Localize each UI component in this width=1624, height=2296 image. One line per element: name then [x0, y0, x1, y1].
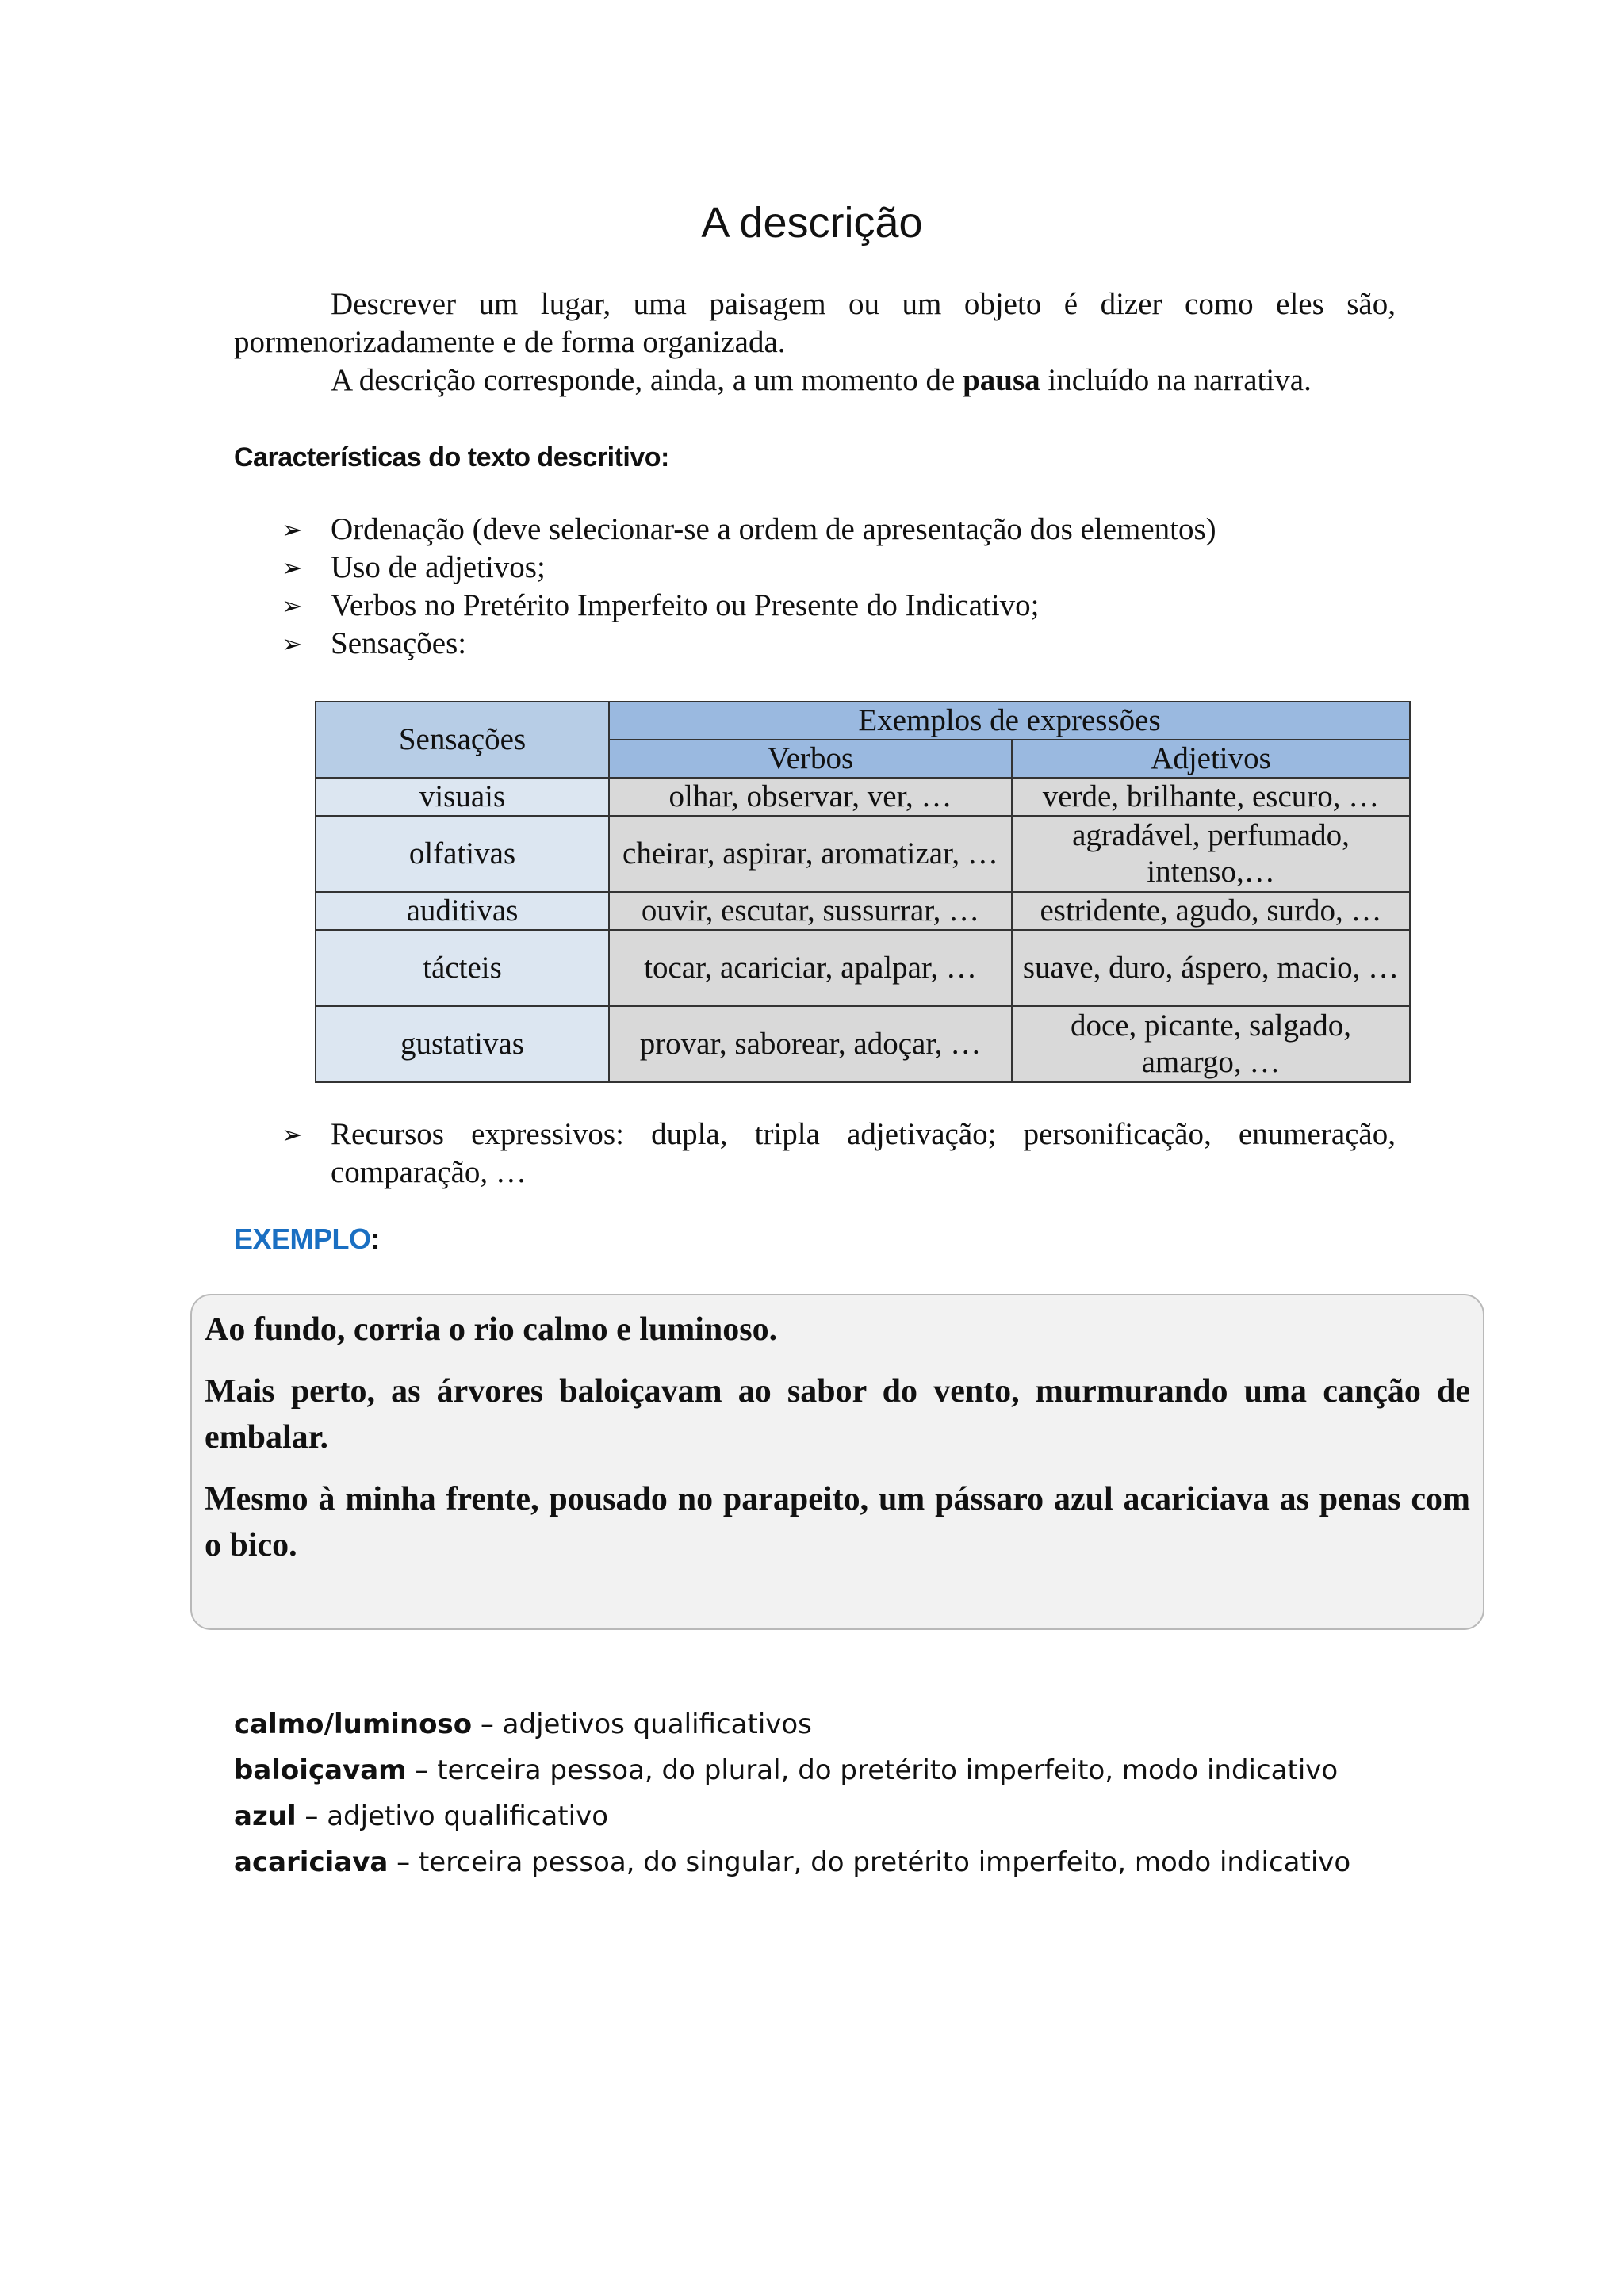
example-paragraph: Mais perto, as árvores baloiçavam ao sabor do vento, murmurando uma canção de embalar.	[205, 1373, 1470, 1456]
characteristics-list	[282, 511, 1396, 663]
table-row	[316, 816, 1410, 892]
row-label: visuais	[316, 778, 609, 816]
column-header-sensacoes: Sensações	[316, 702, 609, 778]
example-paragraph: Ao fundo, corria o rio calmo e luminoso.	[205, 1311, 778, 1348]
row-label: olfativas	[316, 816, 609, 892]
arrow-bullet-icon: ➢	[282, 591, 303, 621]
analysis-term: azul	[234, 1800, 297, 1832]
arrow-bullet-icon: ➢	[282, 1119, 303, 1150]
table-cell-verbos: olhar, observar, ver, …	[609, 778, 1012, 816]
analysis-term: calmo/luminoso	[234, 1709, 473, 1740]
table-cell-adjetivos: suave, duro, áspero, macio, …	[1012, 930, 1410, 1006]
column-header-group: Exemplos de expressões	[609, 702, 1410, 740]
list-item-text: Uso de adjetivos;	[331, 550, 546, 584]
row-label: auditivas	[316, 892, 609, 930]
table-cell-adjetivos: verde, brilhante, escuro, …	[1012, 778, 1410, 816]
table-header-row	[316, 702, 1410, 740]
table-cell-verbos: tocar, acariciar, apalpar, …	[609, 930, 1012, 1006]
table-cell-adjetivos: estridente, agudo, surdo, …	[1012, 892, 1410, 930]
analysis-item	[234, 1839, 1350, 1885]
example-heading-colon: :	[370, 1223, 381, 1255]
intro-paragraph-1: Descrever um lugar, uma paisagem ou um objeto é dizer como eles são, pormenorizadamente e de forma organizada.	[234, 287, 1396, 359]
example-heading-label: EXEMPLO	[234, 1223, 371, 1255]
analysis-description: – adjetivos qualificativos	[472, 1709, 812, 1740]
analysis-term: acariciava	[234, 1846, 389, 1878]
table-cell-adjetivos: agradável, perfumado, intenso,…	[1012, 816, 1410, 892]
row-label: gustativas	[316, 1006, 609, 1082]
intro-paragraph-2-end: incluído na narrativa.	[1040, 363, 1312, 397]
intro-text	[234, 285, 1396, 400]
analysis-description: – terceira pessoa, do singular, do pretérito imperfeito, modo indicativo	[388, 1846, 1351, 1878]
list-item	[282, 587, 1396, 625]
analysis-term: baloiçavam	[234, 1755, 407, 1786]
table-row	[316, 778, 1410, 816]
column-header-verbos: Verbos	[609, 740, 1012, 778]
sensations-table	[315, 701, 1411, 1083]
table-row	[316, 892, 1410, 930]
arrow-bullet-icon: ➢	[282, 515, 303, 545]
analysis-description: – adjetivo qualificativo	[296, 1800, 609, 1832]
list-item	[282, 625, 1396, 663]
table-cell-adjetivos: doce, picante, salgado, amargo, …	[1012, 1006, 1410, 1082]
analysis-item	[234, 1747, 1350, 1793]
analysis-list	[234, 1701, 1350, 1885]
row-label: tácteis	[316, 930, 609, 1006]
characteristics-heading: Características do texto descritivo:	[234, 442, 669, 473]
list-item	[282, 511, 1396, 549]
example-box	[190, 1294, 1484, 1630]
table-row	[316, 1006, 1410, 1082]
table-cell-verbos: cheirar, aspirar, aromatizar, …	[609, 816, 1012, 892]
arrow-bullet-icon: ➢	[282, 553, 303, 583]
analysis-description: – terceira pessoa, do plural, do pretérito imperfeito, modo indicativo	[406, 1755, 1339, 1786]
column-header-adjetivos: Adjetivos	[1012, 740, 1410, 778]
list-item-text: Sensações:	[331, 626, 467, 660]
intro-bold-word: pausa	[963, 363, 1040, 397]
example-heading	[234, 1223, 380, 1256]
list-item	[282, 1115, 1396, 1192]
intro-paragraph-2-start: A descrição corresponde, ainda, a um momento de	[331, 363, 963, 397]
list-item-text: Ordenação (deve selecionar-se a ordem de apresentação dos elementos)	[331, 512, 1216, 546]
table-row	[316, 930, 1410, 1006]
table-cell-verbos: provar, saborear, adoçar, …	[609, 1006, 1012, 1082]
list-item	[282, 549, 1396, 587]
page-title: A descrição	[701, 199, 923, 247]
list-item-text: Verbos no Pretérito Imperfeito ou Presente do Indicativo;	[331, 588, 1040, 622]
table-cell-verbos: ouvir, escutar, sussurrar, …	[609, 892, 1012, 930]
analysis-item	[234, 1793, 1350, 1839]
arrow-bullet-icon: ➢	[282, 629, 303, 659]
intro-paragraph-2	[234, 362, 1396, 400]
example-paragraph: Mesmo à minha frente, pousado no parapeito, um pássaro azul acariciava as penas com o bico.	[205, 1481, 1470, 1563]
resources-list	[282, 1115, 1396, 1192]
analysis-item	[234, 1701, 1350, 1747]
list-item-text: Recursos expressivos: dupla, tripla adjetivação; personificação, enumeração, comparação, …	[331, 1117, 1396, 1189]
